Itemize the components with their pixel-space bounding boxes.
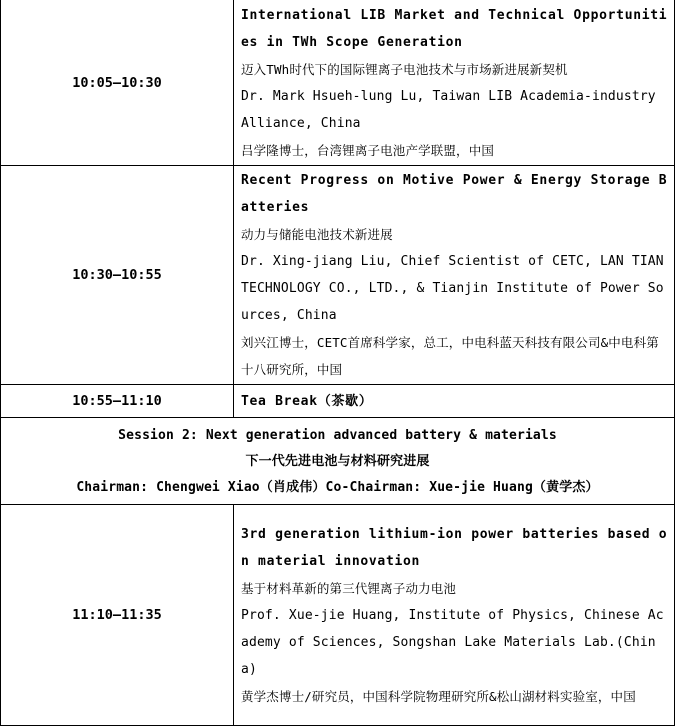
session-title-zh: 下一代先进电池与材料研究进展 (245, 454, 430, 469)
talk-title-zh: 动力与储能电池技术新进展 (241, 227, 393, 242)
speaker-info-zh: 黄学杰博士/研究员，中国科学院物理研究所&松山湖材料实验室，中国 (241, 688, 636, 704)
talk-cell (234, 0, 675, 166)
talk-cell (234, 505, 675, 726)
session-chairs: Chairman: Chengwei Xiao（肖成伟）Co-Chairman: Xue-jie Huang（黄学杰） (76, 480, 599, 495)
session-time: 10:05–10:30 (1, 0, 234, 166)
speaker-info: Prof. Xue-jie Huang, Institute of Physics, Chinese Academy of Sciences, Songshan Lake Materials Lab.(China) (241, 607, 664, 677)
talk-title: International LIB Market and Technical Opportunities in TWh Scope Generation (241, 7, 668, 50)
talk-title-zh: 迈入TWh时代下的国际锂离子电池技术与市场新进展新契机 (241, 61, 568, 77)
session-time: 11:10–11:35 (1, 505, 234, 726)
talk-title: Recent Progress on Motive Power & Energy Storage Batteries (241, 173, 668, 215)
speaker-info-zh: 吕学隆博士，台湾锂离子电池产学联盟，中国 (241, 142, 495, 158)
table-row (1, 0, 675, 166)
session-time: 10:30–10:55 (1, 166, 234, 385)
talk-cell (234, 166, 675, 385)
session-title: Session 2: Next generation advanced battery & materials (118, 428, 557, 443)
talk-title-zh: 基于材料革新的第三代锂离子动力电池 (241, 580, 457, 596)
talk-title: 3rd generation lithium-ion power batteries based on material innovation (241, 526, 668, 569)
table-row (1, 385, 675, 418)
table-row (1, 505, 675, 726)
speaker-info: Dr. Xing-jiang Liu, Chief Scientist of CETC, LAN TIAN TECHNOLOGY CO., LTD., & Tianjin Institute of Power Sources, China (241, 254, 664, 323)
session-header-row (1, 418, 675, 505)
talk-cell (234, 385, 675, 418)
session-time: 10:55–11:10 (1, 385, 234, 418)
session-header (1, 418, 675, 505)
speaker-info: Dr. Mark Hsueh-lung Lu, Taiwan LIB Academia-industry Alliance, China (241, 88, 656, 131)
table-row (1, 166, 675, 385)
speaker-info-zh: 刘兴江博士，CETC首席科学家，总工，中电科蓝天科技有限公司&中电科第十八研究所，中国 (241, 335, 659, 377)
break-title: Tea Break（茶歇） (241, 393, 373, 409)
